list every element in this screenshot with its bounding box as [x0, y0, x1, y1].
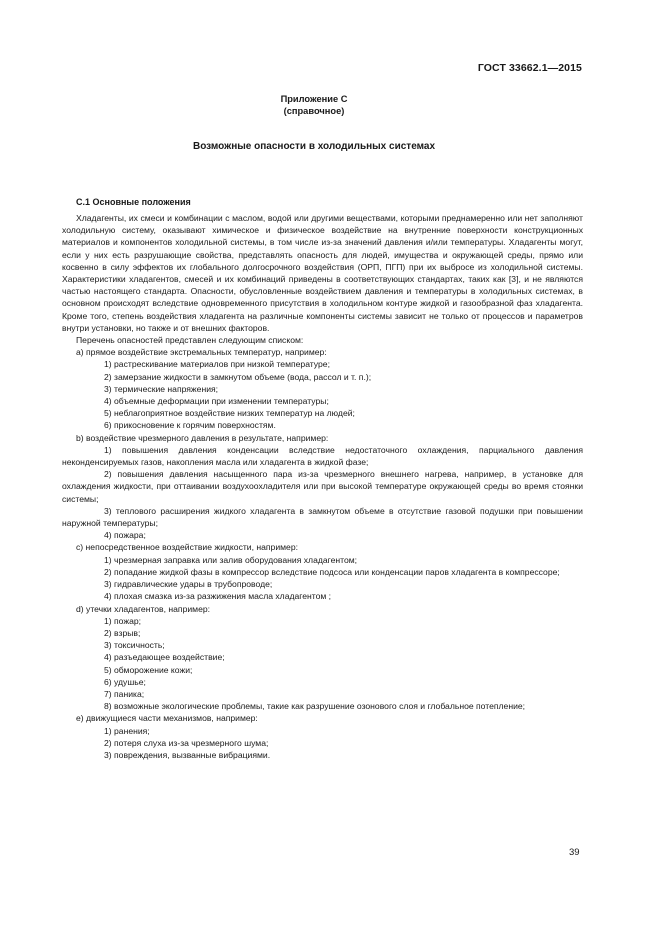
- list-item: 2) замерзание жидкости в замкнутом объеме (вода, рассол и т. п.);: [104, 371, 372, 382]
- list-item: 4) плохая смазка из-за разжижения масла хладагентом ;: [104, 591, 332, 602]
- list-item: 3) повреждения, вызванные вибрациями.: [104, 749, 271, 760]
- list-item: 1) растрескивание материалов при низкой температуре;: [104, 359, 330, 370]
- list-item: 3) термические напряжения;: [104, 383, 219, 394]
- list-item: 1) ранения;: [104, 725, 150, 736]
- list-item: 1) чрезмерная заправка или залив оборудования хладагентом;: [104, 554, 358, 565]
- list-item: 4) пожара;: [104, 530, 146, 541]
- list-item: 5) обморожение кожи;: [104, 664, 193, 675]
- group-d-label: d) утечки хладагентов, например:: [76, 603, 211, 614]
- list-item: 4) объемные деформации при изменении температуры;: [104, 396, 329, 407]
- section-title: С.1 Основные положения: [76, 197, 191, 207]
- intro-paragraph: Хладагенты, их смеси и комбинации с маслом, водой или другими веществами, которыми преднамеренно или нет заполняют холодильную систему, оказывают химическое и физическое воздействие на внутренние поверхности конструкционных материалов и компонентов холодильной системы, в том числе из-за значений давления и/или температуры. Хладагенты могут, если у них есть разрушающие свойства, представлять опасность для людей, имущества и окружающей среды, прямо или косвенно в силу эффектов их глобального долгосрочного воздействия (ОРП, ПГП) при их выбросе из холодильной системы. Характеристики хладагентов, смесей и их комбинаций приведены в соответствующих стандартах, таких как [3], и не являются частью настоящего стандарта. Опасности, обусловленные воздействием давления и температуры в холодильных системах, в основном происходят вследствие одновременного присутствия в холодильном контуре жидкой и газообразной фаз хладагента. Кроме того, степень воздействия хладагента на различные компоненты системы зависит не только от процессов и параметров внутри установки, но также и от внешних факторов.: [62, 213, 583, 333]
- group-e-label: е) движущиеся части механизмов, например:: [76, 713, 258, 724]
- list-item: 3) теплового расширения жидкого хладагента в замкнутом объеме в отсутствие газовой подушки при повышении наружной температуры;: [62, 505, 583, 529]
- list-item: 1) повышения давления конденсации вследствие недостаточного охлаждения, парциального давления неконденсируемых газов, накопления масла или хладагента в жидкой фазе;: [62, 444, 583, 468]
- list-intro: Перечень опасностей представлен следующим списком:: [76, 335, 304, 346]
- list-item: 6) прикосновение к горячим поверхностям.: [104, 420, 276, 431]
- standard-number: ГОСТ 33662.1—2015: [477, 62, 582, 74]
- list-item: 2) взрыв;: [104, 627, 141, 638]
- annex-heading: Возможные опасности в холодильных системах: [192, 141, 436, 152]
- annex-title: Приложение С: [280, 94, 348, 104]
- document-body: [62, 212, 583, 761]
- annex-type: (справочное): [283, 106, 345, 116]
- list-item: 8) возможные экологические проблемы, такие как разрушение озонового слоя и глобальное потепление;: [104, 701, 526, 712]
- page-number: 39: [569, 847, 580, 858]
- list-item: 2) попадание жидкой фазы в компрессор вследствие подсоса или конденсации паров хладагента в компрессоре;: [104, 566, 560, 577]
- group-c-label: с) непосредственное воздействие жидкости, например:: [76, 542, 298, 553]
- annex-block: [0, 93, 628, 117]
- group-b-label: b) воздействие чрезмерного давления в результате, например:: [76, 432, 329, 443]
- group-a-label: а) прямое воздействие экстремальных температур, например:: [76, 347, 327, 358]
- list-item: 6) удушье;: [104, 676, 146, 687]
- list-item: 3) токсичность;: [104, 640, 165, 651]
- list-item: 4) разъедающее воздействие;: [104, 652, 225, 663]
- list-item: 2) повышения давления насыщенного пара из-за чрезмерного внешнего нагрева, например, в установке для охлаждения жидкости, при оттаивании воздухоохладителя или при высокой температуре окружающей среды во время стоянки системы;: [62, 469, 583, 504]
- list-item: 7) паника;: [104, 688, 145, 699]
- list-item: 2) потеря слуха из-за чрезмерного шума;: [104, 737, 269, 748]
- list-item: 5) неблагоприятное воздействие низких температур на людей;: [104, 408, 355, 419]
- list-item: 1) пожар;: [104, 615, 142, 626]
- list-item: 3) гидравлические удары в трубопроводе;: [104, 579, 273, 590]
